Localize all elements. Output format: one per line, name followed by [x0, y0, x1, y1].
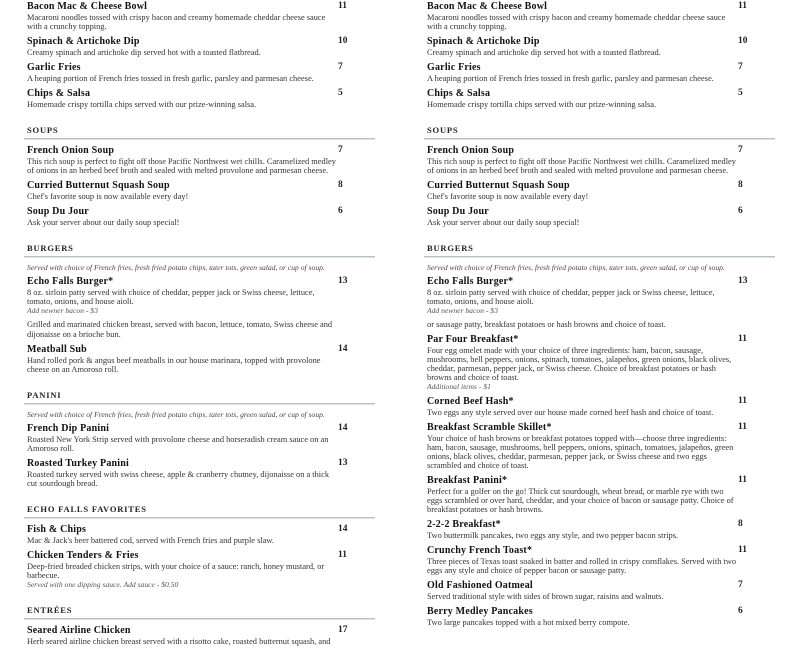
item-description: 8 oz. sirloin patty served with choice of cheddar, pepper jack or Swiss cheese, lettuce, tomato, onions, and house aioli.: [427, 288, 715, 306]
item-description: Two large pancakes topped with a hot mixed berry compote.: [427, 618, 630, 627]
item-price: 5: [338, 88, 343, 98]
item-name: Garlic Fries: [27, 62, 81, 73]
menu-item: [427, 334, 775, 391]
item-name: Garlic Fries: [427, 62, 481, 73]
item-name: Curried Butternut Squash Soup: [427, 180, 570, 191]
item-name: Breakfast Panini*: [427, 475, 508, 486]
item-name: Berry Medley Pancakes: [427, 606, 533, 617]
menu-item: [427, 206, 775, 227]
item-price: 7: [738, 145, 743, 155]
menu-item: [427, 36, 775, 57]
item-price: 6: [338, 206, 343, 216]
section-heading: ECHO FALLS FAVORITES: [27, 504, 147, 514]
section-heading: PANINI: [27, 390, 62, 400]
item-description: Macaroni noodles tossed with crispy bacon and creamy homemade cheddar cheese sauce with a crunchy topping.: [427, 13, 726, 31]
item-description: Two eggs any style served over our house made corned beef hash and choice of toast.: [427, 408, 714, 417]
item-description: This rich soup is perfect to fight off those Pacific Northwest wet chills. Caramelized medley of onions in an herbed beef broth and sealed with melted provolone and parmesan cheese.: [27, 157, 336, 175]
item-description: dijonaisse on a brioche bun.: [27, 330, 121, 339]
item-description: Mac & Jack's beer battered cod, served with French fries and purple slaw.: [27, 536, 275, 545]
item-price: 11: [738, 396, 747, 406]
menu-item: [27, 625, 375, 646]
item-description: Two buttermilk pancakes, two eggs any style, and two pepper bacon strips.: [427, 531, 679, 540]
item-description: Ask your server about our daily soup special!: [427, 218, 580, 227]
item-description: Creamy spinach and artichoke dip served hot with a toasted flatbread.: [427, 48, 661, 57]
item-description: Roasted turkey served with swiss cheese, apple & cranberry chutney, dijonaisse on a thick cut sourdough bread.: [27, 470, 330, 488]
menu-item: [27, 36, 375, 57]
item-price: 11: [338, 1, 347, 11]
section-divider: [24, 517, 375, 519]
item-price: 14: [338, 423, 348, 433]
item-description: Chef's favorite soup is now available every day!: [27, 192, 189, 201]
menu-item: [427, 580, 775, 601]
section-heading: BURGERS: [27, 243, 74, 253]
item-description: Three pieces of Texas toast soaked in batter and rolled in crispy cornflakes. Served with two eggs any style and choice of pepper bacon or sausage patty.: [427, 557, 737, 575]
item-name: Bacon Mac & Cheese Bowl: [27, 1, 148, 12]
item-name: Soup Du Jour: [27, 206, 89, 217]
item-description: Perfect for a golfer on the go! Thick cut sourdough, wheat bread, or marble rye with two eggs scrambled or over hard, cheddar, and your choice of bacon or sausage patty. Choice of breakfast potatoes or hash browns.: [427, 487, 734, 514]
item-name: Soup Du Jour: [427, 206, 489, 217]
menu-item: [27, 344, 375, 374]
item-price: 11: [738, 475, 747, 485]
item-description: Homemade crispy tortilla chips served with our prize-winning salsa.: [427, 100, 657, 109]
menu-item: [427, 422, 775, 470]
menu-item: [27, 180, 375, 201]
menu-item: [427, 1, 775, 31]
item-description: Your choice of hash browns or breakfast potatoes topped with—choose three ingredients: ham, bacon, sausage, mushrooms, bell peppers, onions, spinach, tomatoes, jalapeños, green onions, black olives, cheddar, parmesan, pepper jack, or Swiss cheese and two eggs scrambled and choice of toast.: [427, 434, 734, 470]
section-note: Served with choice of French fries, fresh fried potato chips, tater tots, green salad, or cup of soup.: [27, 263, 325, 272]
section-divider: [24, 618, 375, 620]
item-description: Chef's favorite soup is now available every day!: [427, 192, 589, 201]
item-price: 10: [338, 36, 348, 46]
item-note: Add newner bacon - $3: [427, 306, 498, 315]
menu-item: [27, 524, 375, 545]
item-price: 14: [338, 524, 348, 534]
item-description: A heaping portion of French fries tossed in fresh garlic, parsley and parmesan cheese.: [27, 74, 314, 83]
item-name: French Onion Soup: [27, 145, 115, 156]
menu-item: [427, 545, 775, 575]
menu-item: [427, 519, 775, 540]
item-name: Crunchy French Toast*: [427, 545, 533, 556]
menu-item: [427, 62, 775, 83]
item-name: Seared Airline Chicken: [27, 625, 131, 636]
item-description: Macaroni noodles tossed with crispy bacon and creamy homemade cheddar cheese sauce with a crunchy topping.: [27, 13, 326, 31]
item-description: This rich soup is perfect to fight off those Pacific Northwest wet chills. Caramelized medley of onions in an herbed beef broth and sealed with melted provolone and parmesan cheese.: [427, 157, 736, 175]
item-note: Add newner bacon - $3: [27, 306, 98, 315]
item-description: A heaping portion of French fries tossed in fresh garlic, parsley and parmesan cheese.: [427, 74, 714, 83]
item-price: 5: [738, 88, 743, 98]
menu-item: [27, 320, 375, 339]
item-name: Bacon Mac & Cheese Bowl: [427, 1, 548, 12]
item-price: 6: [738, 606, 743, 616]
item-price: 11: [338, 550, 347, 560]
item-name: Roasted Turkey Panini: [27, 458, 130, 469]
item-name: Par Four Breakfast*: [427, 334, 519, 345]
item-description: Creamy spinach and artichoke dip served hot with a toasted flatbread.: [27, 48, 261, 57]
item-name: Meatball Sub: [27, 344, 87, 355]
section-heading: ENTRÉES: [27, 605, 73, 615]
section-heading: SOUPS: [27, 125, 59, 135]
section-note: Served with choice of French fries, fresh fried potato chips, tater tots, green salad, or cup of soup.: [27, 410, 325, 419]
item-name: Chips & Salsa: [427, 88, 491, 99]
item-name: Curried Butternut Squash Soup: [27, 180, 170, 191]
section-divider: [424, 138, 775, 140]
menu-item: [27, 1, 375, 31]
item-description: Homemade crispy tortilla chips served with our prize-winning salsa.: [27, 100, 257, 109]
section-divider: [24, 138, 375, 140]
menu-item: [27, 458, 375, 488]
menu-item: [427, 145, 775, 175]
item-price: 8: [338, 180, 343, 190]
item-price: 7: [738, 580, 743, 590]
item-description: Served traditional style with sides of brown sugar, raisins and walnuts.: [427, 592, 664, 601]
item-name: Chicken Tenders & Fries: [27, 550, 139, 561]
menu-item: [427, 475, 775, 514]
item-name: Breakfast Scramble Skillet*: [427, 422, 552, 433]
menu-item: [427, 88, 775, 109]
item-price: 13: [338, 276, 348, 286]
menu-page-left: [24, 0, 376, 651]
item-price: 11: [738, 422, 747, 432]
menu-item: [427, 396, 775, 417]
item-name: Old Fashioned Oatmeal: [427, 580, 533, 591]
item-price: 14: [338, 344, 348, 354]
item-price: 10: [738, 36, 748, 46]
item-price: 8: [738, 519, 743, 529]
menu-item: [427, 276, 775, 315]
section-heading: SOUPS: [427, 125, 459, 135]
item-name: Fish & Chips: [27, 524, 87, 535]
item-name: 2-2-2 Breakfast*: [427, 519, 501, 530]
item-description: Hand rolled pork & angus beef meatballs in our house marinara, topped with provolone cheese on an Amoroso roll.: [27, 356, 321, 374]
item-name: Spinach & Artichoke Dip: [27, 36, 140, 47]
item-name: Echo Falls Burger*: [427, 276, 514, 287]
section-divider: [424, 256, 775, 258]
item-price: 13: [738, 276, 748, 286]
menu-item: [427, 320, 775, 329]
item-description: Herb seared airline chicken breast served with a risotto cake, roasted butternut squash, and: [27, 637, 331, 646]
section-heading: BURGERS: [427, 243, 474, 253]
item-name: French Onion Soup: [427, 145, 515, 156]
menu-item: [427, 180, 775, 201]
menu-item: [27, 423, 375, 453]
menu-item: [27, 88, 375, 109]
item-price: 13: [338, 458, 348, 468]
item-price: 11: [738, 1, 747, 11]
item-name: Spinach & Artichoke Dip: [427, 36, 540, 47]
item-price: 7: [738, 62, 743, 72]
section-divider: [24, 403, 375, 405]
item-description: Four egg omelet made with your choice of three ingredients: ham, bacon, sausage, mushrooms, bell peppers, onions, spinach, tomatoes, jalapeños, green onions, black olives, cheddar, parmesan, pepper jack, or Swiss cheese. Choice of breakfast potatoes or hash browns and choice of toast.: [427, 346, 732, 382]
item-name: Echo Falls Burger*: [27, 276, 114, 287]
item-price: 11: [738, 334, 747, 344]
item-note: Additional items - $1: [427, 382, 491, 391]
item-name: French Dip Panini: [27, 423, 110, 434]
item-description: Roasted New York Strip served with provolone cheese and horseradish cream sauce on an Amoroso roll.: [27, 435, 329, 453]
menu-item: [27, 62, 375, 83]
item-note: Served with one dipping sauce. Add sauce - $0.50: [27, 580, 179, 589]
menu-page-right: [424, 0, 776, 632]
item-price: 7: [338, 62, 343, 72]
item-name: Corned Beef Hash*: [427, 396, 514, 407]
item-price: 17: [338, 625, 348, 635]
menu-item: [27, 145, 375, 175]
section-note: Served with choice of French fries, fresh fried potato chips, tater tots, green salad, or cup of soup.: [427, 263, 725, 272]
menu-item: [27, 276, 375, 315]
overlapping-text: or sausage patty, breakfast potatoes or hash browns and choice of toast.: [427, 320, 666, 329]
item-price: 6: [738, 206, 743, 216]
item-name: Chips & Salsa: [27, 88, 91, 99]
item-description: Deep-fried breaded chicken strips, with your choice of a sauce: ranch, honey mustard, or barbecue.: [27, 562, 325, 580]
item-price: 11: [738, 545, 747, 555]
overlapping-text: Grilled and marinated chicken breast, served with bacon, lettuce, tomato, Swiss cheese and: [27, 320, 333, 329]
section-divider: [24, 256, 375, 258]
menu-item: [27, 206, 375, 227]
item-price: 7: [338, 145, 343, 155]
menu-item: [27, 550, 375, 589]
menu-item: [427, 606, 775, 627]
item-price: 8: [738, 180, 743, 190]
item-description: Ask your server about our daily soup special!: [27, 218, 180, 227]
item-description: 8 oz. sirloin patty served with choice of cheddar, pepper jack or Swiss cheese, lettuce, tomato, onions, and house aioli.: [27, 288, 315, 306]
